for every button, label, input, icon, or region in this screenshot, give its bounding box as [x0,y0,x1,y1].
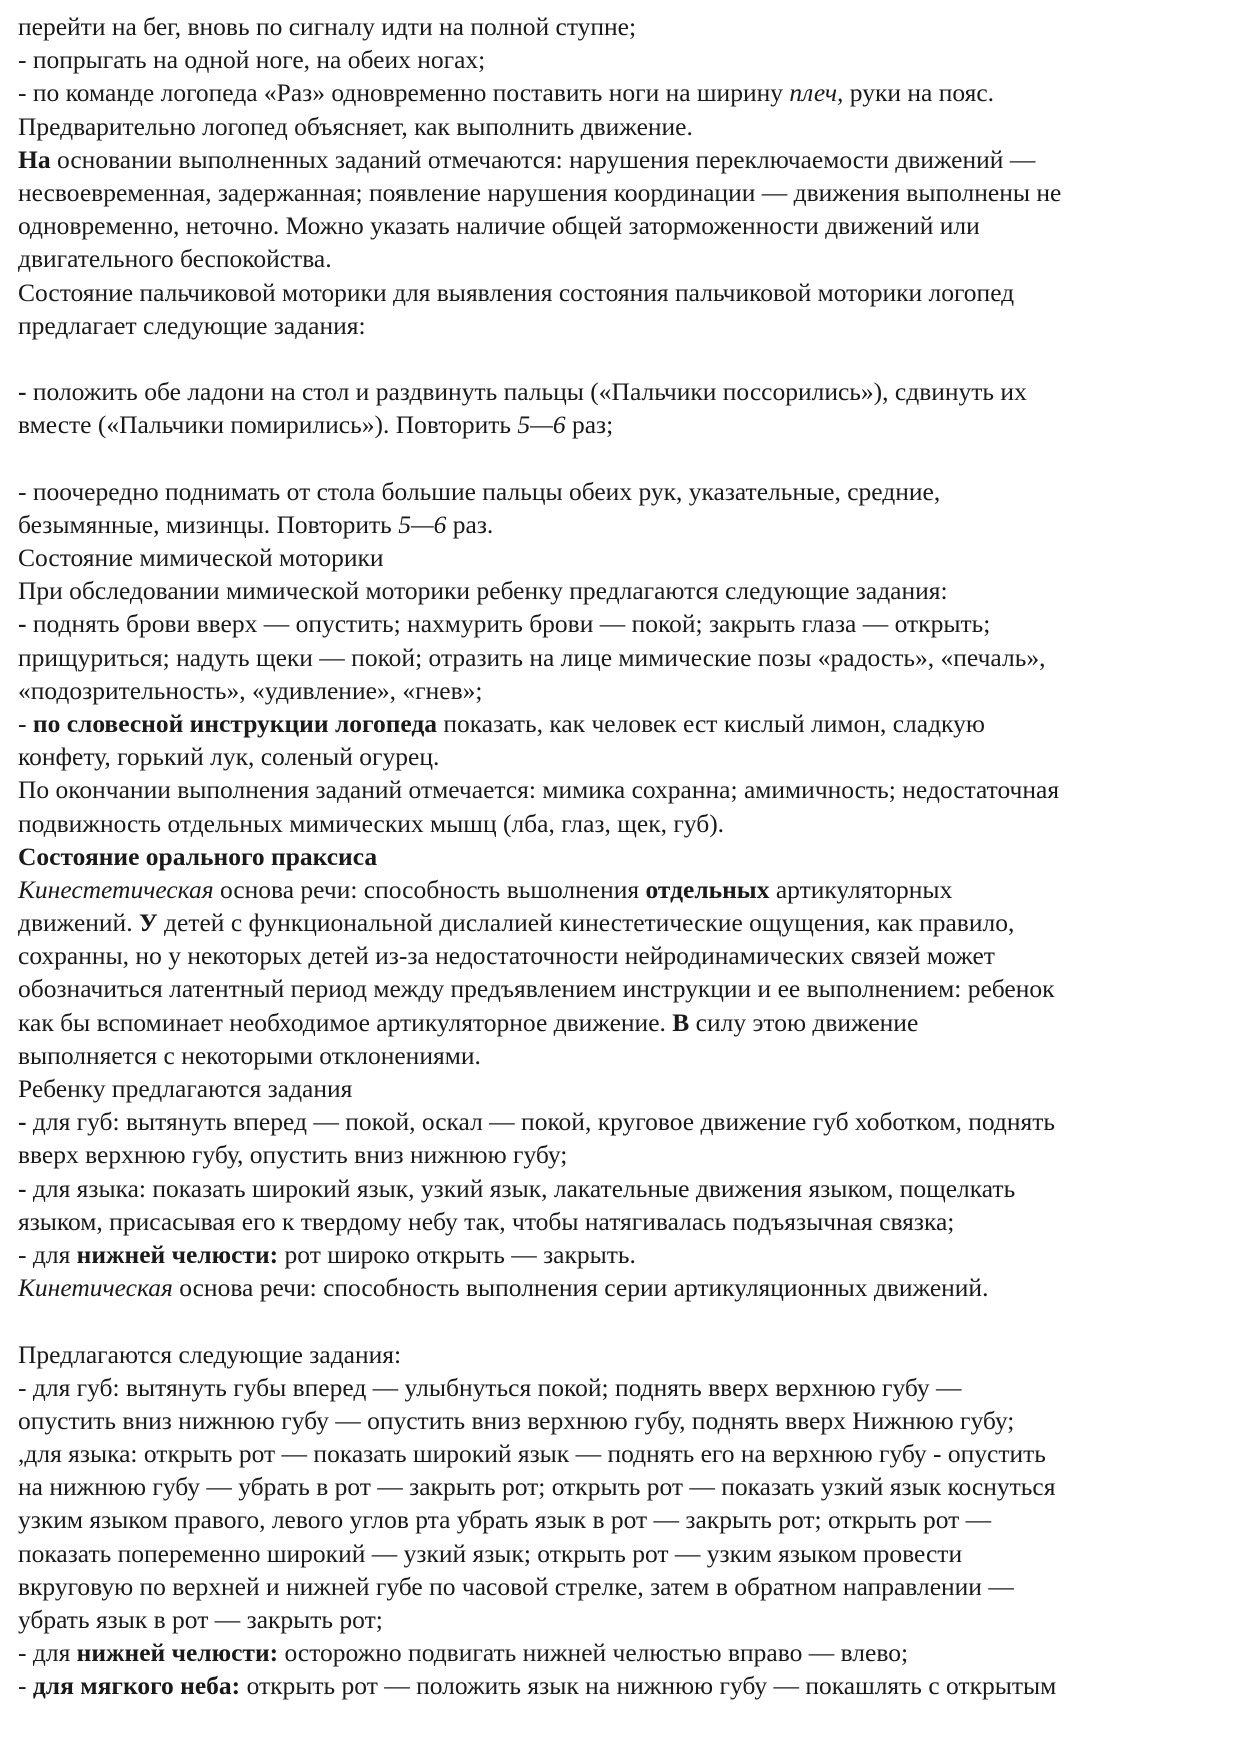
text-segment: обозначиться латентный период между предъявлением инструкции и ее выполнением: ребенок [18,974,1055,1004]
italic-text: 5—6 [517,410,566,440]
text-line [18,43,1230,76]
bold-text: На [18,144,51,174]
text-line [18,939,1230,972]
text-segment: предлагает следующие задания: [18,310,366,340]
text-line [18,1570,1230,1603]
document-page [18,10,1230,1703]
text-segment: артикуляторных [769,874,953,904]
bold-text: отдельных [645,874,770,904]
text-segment: основа речи: способность выполнения серии артикуляционных движений. [172,1273,989,1303]
text-line [18,873,1230,906]
text-line [18,1238,1230,1271]
bold-text: по словесной инструкции логопеда [32,708,438,738]
bold-text: - [18,1107,27,1137]
text-segment: основа речи: способность вьшолнения [213,874,646,904]
text-line [18,309,1230,342]
text-line [18,209,1230,242]
text-line [18,1105,1230,1138]
text-line [18,1172,1230,1205]
text-line [18,972,1230,1005]
text-line [18,143,1230,176]
text-segment: конфету, горький лук, соленый огурец. [18,742,440,772]
text-segment: вкруговую по верхней и нижней губе по часовой стрелке, затем в обратном направлении — [18,1571,1014,1601]
text-segment: - по команде логопеда «Раз» одновременно поставить ноги на ширину [18,78,790,108]
text-line [18,840,1230,873]
text-segment: сохранны, но у некоторых детей из-за недостаточности нейродинамических связей может [18,941,995,971]
text-segment: силу этою движение [689,1007,919,1037]
text-segment: Ребенку предлагаются задания [18,1074,353,1103]
text-segment: руки на пояс. [843,78,995,108]
text-line [18,76,1230,109]
text-segment: - поочередно поднимать от стола большие пальцы обеих рук, указательные, средние, [18,476,941,506]
text-line [18,541,1230,574]
text-segment: При обследовании мимической моторики ребенку предлагаются следующие задания: [18,576,948,606]
text-line [18,1371,1230,1404]
text-line [18,508,1230,541]
bold-text: нижней челюсти: [76,1638,279,1668]
text-segment: двигательного беспокойства. [18,244,332,274]
text-line [18,607,1230,640]
text-segment: как бы вспоминает необходимое артикуляторное движение. [18,1007,673,1037]
text-segment: на нижнюю губу — убрать в рот — закрыть рот; открыть рот — показать узкий язык коснуться [18,1472,1056,1502]
text-segment: - для [18,1638,77,1668]
text-segment: несвоевременная, задержанная; появление нарушения координации — движения выполнены не [18,177,1062,207]
text-line [18,1437,1230,1470]
text-line [18,375,1230,408]
text-segment: Предлагаются следующие задания: [18,1339,402,1369]
text-segment: детей с функциональной дислалией кинестетические ощущения, как правило, [157,908,1015,938]
text-line [18,1205,1230,1238]
italic-text: Кинестетическая [18,874,214,904]
text-line [18,408,1230,441]
text-line [18,242,1230,275]
text-line [18,10,1230,43]
text-line [18,773,1230,806]
text-segment: - [18,708,33,738]
text-segment: безымянные, мизинцы. Повторить [18,509,399,539]
text-line [18,1537,1230,1570]
text-segment: для языка: показать широкий язык, узкий язык, лакательные движения языком, пощелкать [26,1173,1016,1203]
text-line [18,1271,1230,1304]
text-line [18,1669,1230,1702]
bold-text: В [672,1007,690,1037]
blank-line [18,441,1230,474]
text-segment: языком, присасывая его к твердому небу так, чтобы натягивалась подъязычная связка; [18,1206,955,1236]
text-line [18,641,1230,674]
text-line [18,1072,1230,1105]
text-segment: ,для языка: открыть рот — показать широкий язык — поднять его на верхнюю губу - опустить [18,1439,1046,1469]
text-segment: раз. [446,509,494,539]
italic-text: плеч, [789,78,844,108]
text-segment: открыть рот — положить язык на нижнюю губу — покашлять с открытым [240,1671,1057,1701]
text-segment: - попрыгать на одной ноге, на обеих ногах; [18,45,486,75]
text-segment: - для [18,1239,77,1269]
text-segment: Предварительно логопед объясняет, как выполнить движение. [18,111,693,141]
text-segment: перейти на бег, вновь по сигналу идти на полной ступне; [18,12,637,41]
text-line [18,1636,1230,1669]
text-segment: узким языком правого, левого углов рта убрать язык в рот — закрыть рот; открыть рот — [18,1505,992,1535]
text-line [18,1138,1230,1171]
italic-text: Кинетическая [18,1273,173,1303]
text-segment: - для губ: вытянуть губы вперед — улыбнуться покой; поднять вверх верхнюю губу — [18,1372,962,1402]
text-segment: показать попеременно широкий — узкий язык; открыть рот — узким языком провести [18,1538,963,1568]
text-segment: положить обе ладони на стол и раздвинуть пальцы («Пальчики поссорились»), сдвинуть их [26,377,1027,407]
text-segment: вместе («Пальчики помирились»). Повторить [18,410,518,440]
text-segment: Состояние мимической моторики [18,543,384,572]
text-line [18,574,1230,607]
blank-line [18,1304,1230,1337]
text-line [18,110,1230,143]
text-line [18,906,1230,939]
text-line [18,740,1230,773]
bold-text: Состояние орального праксиса [18,841,378,871]
text-line [18,1404,1230,1437]
text-segment: рот широко открыть — закрыть. [278,1239,636,1269]
text-line [18,674,1230,707]
text-line [18,807,1230,840]
text-segment: По окончании выполнения заданий отмечается: мимика сохранна; амимичность; недостаточная [18,775,1060,805]
text-segment: подвижность отдельных мимических мышц (лба, глаз, щек, губ). [18,808,725,838]
text-line [18,475,1230,508]
text-segment: вверх верхнюю губу, опустить вниз нижнюю губу; [18,1140,568,1170]
text-segment: Состояние пальчиковой моторики для выявления состояния пальчиковой моторики логопед [18,277,1015,307]
text-segment: раз; [565,410,614,440]
text-segment: прищуриться; надуть щеки — покой; отразить на лице мимические позы «радость», «печаль», [18,642,1046,672]
text-segment: убрать язык в рот — закрыть рот; [18,1605,383,1634]
text-line [18,1503,1230,1536]
bold-text: нижней челюсти: [76,1239,279,1269]
text-segment: показать, как человек ест кислый лимон, сладкую [437,708,985,738]
text-line [18,707,1230,740]
text-segment: «подозрительность», «удивление», «гнев»; [18,675,483,705]
text-segment: выполняется с некоторыми отклонениями. [18,1040,481,1070]
text-segment: - [18,1671,33,1701]
blank-line [18,342,1230,375]
text-line [18,276,1230,309]
text-line [18,176,1230,209]
text-segment: осторожно подвигать нижней челюстью вправо — влево; [278,1638,909,1668]
text-segment: основании выполненных заданий отмечаются: нарушения переключаемости движений — [50,144,1036,174]
bold-text: - [18,377,27,407]
text-segment: опустить вниз нижнюю губу — опустить вниз верхнюю губу, поднять вверх Нижнюю губу; [18,1405,1015,1435]
bold-text: - [18,609,27,639]
text-segment: для губ: вытянуть вперед — покой, оскал — покой, круговое движение губ хоботком, поднять [26,1107,1056,1137]
bold-text: - [18,1173,27,1203]
text-line [18,1039,1230,1072]
bold-text: для мягкого неба: [32,1671,241,1701]
text-segment: поднять брови вверх — опустить; нахмурить брови — покой; закрыть глаза — открыть; [26,609,991,639]
text-line [18,1338,1230,1371]
italic-text: 5—6 [398,509,447,539]
text-line [18,1603,1230,1636]
text-line [18,1006,1230,1039]
text-line [18,1470,1230,1503]
text-segment: движений. [18,908,139,938]
bold-text: У [138,908,158,938]
text-segment: одновременно, неточно. Можно указать наличие общей заторможенности движений или [18,211,980,241]
